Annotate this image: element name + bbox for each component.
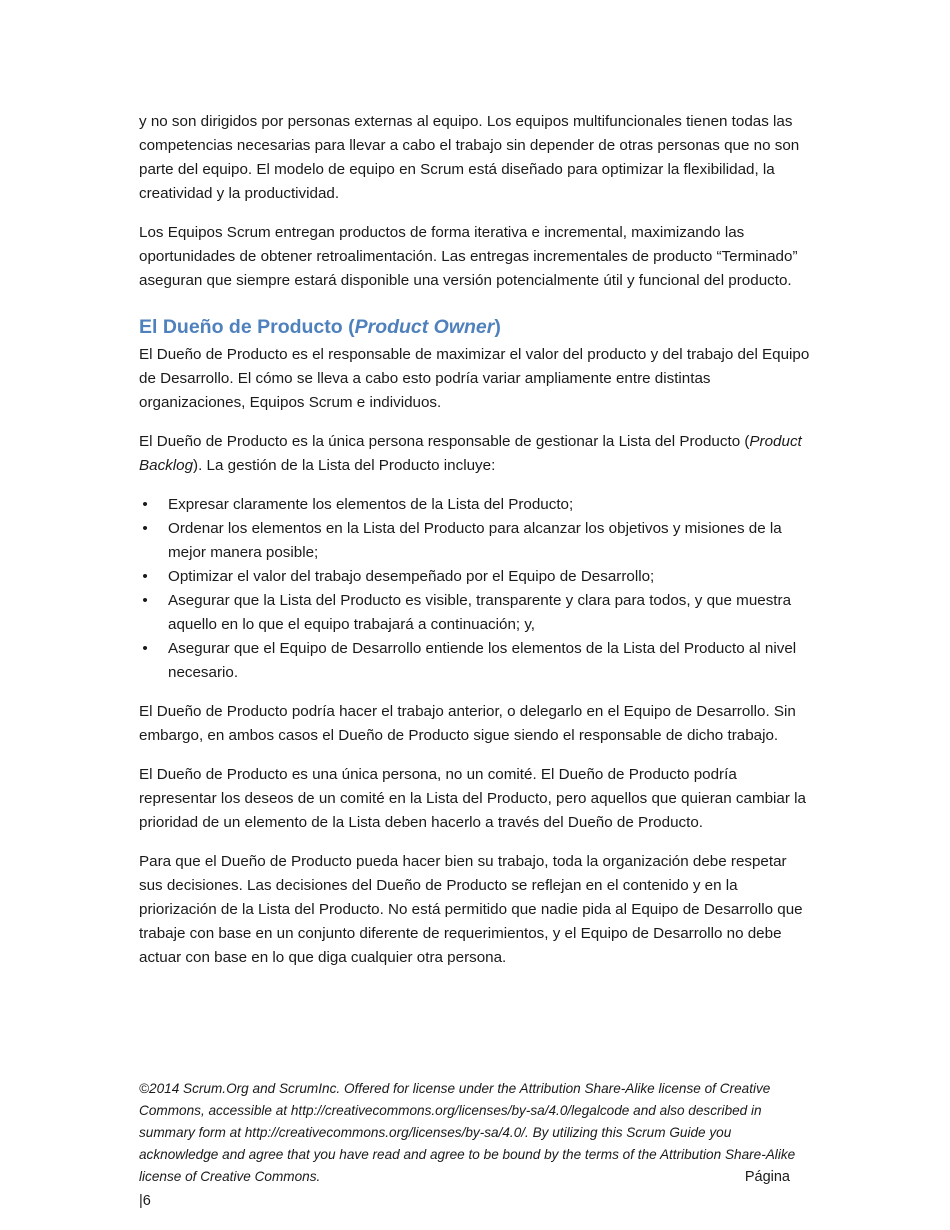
list-item [139,637,814,685]
section-paragraph-4: El Dueño de Producto es una única persona, no un comité. El Dueño de Producto podría representar los deseos de un comité en la Lista del Producto, pero aquellos que quieran cambiar la prioridad de un elemento de la Lista deben hacerlo a través del Dueño de Producto. [139,766,806,831]
list-item-text: Asegurar que el Equipo de Desarrollo entiende los elementos de la Lista del Producto al nivel necesario. [168,640,797,681]
page-label: Página [744,1169,790,1185]
intro-paragraph-2: Los Equipos Scrum entregan productos de forma iterativa e incremental, maximizando las oportunidades de obtener retroalimentación. Las entregas incrementales de producto “Terminado” aseguran que siempre estará disponible una versión potencialmente útil y funcional del producto. [139,224,798,289]
list-item [139,493,814,517]
list-item [139,565,814,589]
list-item-text: Optimizar el valor del trabajo desempeñado por el Equipo de Desarrollo; [168,568,655,585]
list-item [139,517,814,565]
document-page [139,110,814,985]
bullet-icon: • [142,520,148,537]
bullet-list [139,493,814,685]
list-item-text: Expresar claramente los elementos de la Lista del Producto; [168,496,574,513]
bullet-icon: • [142,568,148,585]
bullet-icon: • [142,496,148,513]
section-paragraph-2-start: El Dueño de Producto es la única persona responsable de gestionar la Lista del Producto ( [139,433,750,450]
license-footer [139,1078,814,1188]
list-item-text: Ordenar los elementos en la Lista del Producto para alcanzar los objetivos y misiones de la mejor manera posible; [168,520,782,561]
section-heading-prefix: El Dueño de Producto ( [139,316,355,338]
section-paragraph-2 [139,430,814,478]
section-heading-italic: Product Owner [354,316,495,338]
section-paragraph-2-italic: Product Backlog [139,433,802,474]
section-paragraph-5: Para que el Dueño de Producto pueda hacer bien su trabajo, toda la organización debe respetar sus decisiones. Las decisiones del Dueño de Producto se reflejan en el contenido y en la priorización de la Lista del Producto. No está permitido que nadie pida al Equipo de Desarrollo que trabaje con base en un conjunto diferente de requerimientos, y el Equipo de Desarrollo no debe actuar con base en lo que diga cualquier otra persona. [139,853,803,966]
section-heading [139,313,814,341]
section-paragraph-3: El Dueño de Producto podría hacer el trabajo anterior, o delegarlo en el Equipo de Desarrollo. Sin embargo, en ambos casos el Dueño de Producto sigue siendo el responsable de dicho trabajo. [139,703,796,744]
list-item-text: Asegurar que la Lista del Producto es visible, transparente y clara para todos, y que muestra aquello en lo que el equipo trabajará a continuación; y, [168,592,792,633]
bullet-icon: • [142,592,148,609]
license-text: ©2014 Scrum.Org and ScrumInc. Offered for license under the Attribution Share-Alike license of Creative Commons, accessible at http://creativecommons.org/licenses/by-sa/4.0/legalcode and also described in summary form at http://creativecommons.org/licenses/by-sa/4.0/. By utilizing this Scrum Guide you acknowledge and agree that you have read and agree to be bound by the terms of the Attribution Share-Alike license of Creative Commons. [139,1081,796,1184]
section-paragraph-2-end: ). La gestión de la Lista del Producto incluye: [193,457,496,474]
section-paragraph-1: El Dueño de Producto es el responsable de maximizar el valor del producto y del trabajo del Equipo de Desarrollo. El cómo se lleva a cabo esto podría variar ampliamente entre distintas organizaciones, Equipos Scrum e individuos. [139,346,810,411]
intro-paragraph-1: y no son dirigidos por personas externas al equipo. Los equipos multifuncionales tienen todas las competencias necesarias para llevar a cabo el trabajo sin depender de otras personas que no son parte del equipo. El modelo de equipo en Scrum está diseñado para optimizar la flexibilidad, la creatividad y la productividad. [139,113,800,202]
page-number: |6 [139,1193,151,1209]
bullet-icon: • [142,640,148,657]
section-heading-suffix: ) [494,316,501,338]
list-item [139,589,814,637]
